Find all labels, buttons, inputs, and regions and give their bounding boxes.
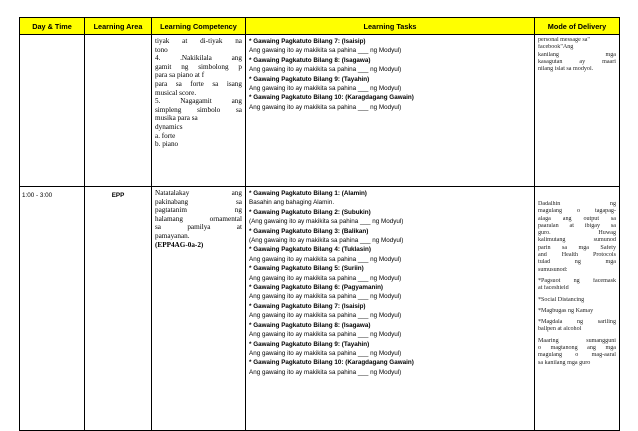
tasks-cell [246,35,535,187]
delivery-cell [535,35,620,187]
task-title: * Gawaing Pagkatuto Bilang 5: (Suriin) [249,265,364,273]
lesson-plan-sheet [19,17,619,431]
delivery-line: alaga ang output sa [538,215,616,222]
task-description: Ang gawaing ito ay makikita sa pahina ___ ng Modyul) [249,349,402,357]
delivery-line: Maaring sumangguni [538,337,616,344]
task-description: Ang gawaing ito ay makikita sa pahina ___ ng Modyul) [249,103,402,111]
delivery-cell [535,187,620,431]
delivery-line: kasagutan ay maari [538,58,616,65]
delivery-line: and Health Protocols [538,252,616,259]
task-description: Ang gawaing ito ay makikita sa pahina ___ ng Modyul) [249,368,402,376]
task-description: (Ang gawaing ito ay makikita sa pahina ___ ng Modyul) [249,218,404,226]
header-day-time: Day & Time [20,18,85,35]
task-title: * Gawaing Pagkatuto Bilang 8: (Isagawa) [249,321,371,329]
delivery-line: ballpen at alcohol [538,326,582,333]
task-description: Ang gawaing ito ay makikita sa pahina ___ ng Modyul) [249,85,402,93]
task-title: * Gawaing Pagkatuto Bilang 2: (Subukin) [249,208,371,216]
table-row [20,35,620,187]
competency-line: 5. Nagagamit ang [155,97,242,106]
area-cell: EPP [85,187,152,431]
delivery-line: sumusunod: [538,266,568,273]
task-title: * Gawaing Pagkatuto Bilang 8: (Isagawa) [249,56,371,64]
competency-line: musika para sa [155,114,198,123]
header-mode-of-delivery: Mode of Delivery [535,18,620,35]
delivery-line: kanilang mga [538,51,616,58]
competency-line: tono [155,45,168,54]
delivery-line: at faceshield [538,285,569,292]
task-title: * Gawaing Pagkatuto Bilang 6: (Pagyamanin) [249,284,384,292]
lesson-plan-table [19,17,620,431]
competency-line: para sa forte sa isang [155,79,242,88]
delivery-line: personal message sa" [538,37,590,43]
delivery-line: parin sa mga Safety [538,244,616,251]
delivery-line: magulang o mag-aaral [538,352,616,359]
header-learning-tasks: Learning Tasks [246,18,535,35]
delivery-line: tulad ng mga [538,259,616,266]
competency-line: dynamics [155,122,183,131]
time-cell: 1:00 - 3:00 [20,187,85,431]
competency-line: tiyak at di-tiyak na [155,37,242,45]
task-description: Ang gawaing ito ay makikita sa pahina ___ ng Modyul) [249,293,402,301]
task-title: * Gawaing Pagkatuto Bilang 10: (Karagdagang Gawain) [249,359,414,367]
table-row [20,187,620,431]
header-learning-competency: Learning Competency [152,18,246,35]
competency-cell [152,35,246,187]
competency-code: (EPP4AG-0a-2) [155,240,204,249]
delivery-line: *Pagsuot ng facemask [538,277,616,284]
time-cell [20,35,85,187]
delivery-line: kalimutang sumunod [538,237,616,244]
competency-line: pagtatanim ng [155,206,242,215]
task-title: * Gawaing Pagkatuto Bilang 9: (Tayahin) [249,340,370,348]
delivery-line: *Social Distancing [538,296,585,303]
competency-line: b. piano [155,140,179,149]
delivery-line: sa kanilang mga guro [538,359,591,366]
task-title: * Gawaing Pagkatuto Bilang 7: (Isaisip) [249,302,366,310]
delivery-line: magulang o tagapag- [538,208,616,215]
task-description: Ang gawaing ito ay makikita sa pahina ___ ng Modyul) [249,255,402,263]
delivery-line: nilang islat sa modyol. [538,66,594,73]
task-title: * Gawaing Pagkatuto Bilang 7: (Isaisip) [249,38,366,45]
delivery-line: guro. Huwag [538,230,616,237]
task-title: * Gawaing Pagkatuto Bilang 9: (Tayahin) [249,75,370,83]
competency-line: para sa piano at f [155,71,205,80]
competency-line: 4. .Nakikilala ang [155,54,242,63]
delivery-line: Dadalhin ng [538,201,616,207]
header-row [20,18,620,35]
competency-line: sa pamilya at [155,223,242,232]
competency-line: pamayanan. [155,231,190,240]
competency-line: a. forte [155,131,176,140]
competency-line: gamit ng simbolong p [155,62,242,71]
delivery-line: *Magdala ng sariling [538,319,616,326]
task-description: Ang gawaing ito ay makikita sa pahina ___ ng Modyul) [249,274,402,282]
delivery-line: facebook"Ang [538,44,574,51]
competency-line: pakinabang sa [155,197,242,206]
delivery-line: *Magbugas ng Kamay [538,307,594,314]
tasks-cell [246,187,535,431]
area-cell [85,35,152,187]
task-description: Ang gawaing ito ay makikita sa pahina ___ ng Modyul) [249,66,402,74]
competency-line: halamang ornamental [155,214,242,223]
task-description: Ang gawaing ito ay makikita sa pahina ___ ng Modyul) [249,312,402,320]
task-description: Ang gawaing ito ay makikita sa pahina ___ ng Modyul) [249,331,402,339]
competency-cell [152,187,246,431]
task-title: * Gawaing Pagkatuto Bilang 1: (Alamin) [249,190,367,197]
delivery-line: paaralan at ibigay sa [538,222,616,229]
competency-line: simpleng simbolo sa [155,105,242,114]
competency-line: musical score. [155,88,197,97]
task-title: * Gawaing Pagkatuto Bilang 3: (Balikan) [249,227,369,235]
task-title: * Gawaing Pagkatuto Bilang 4: (Tuklasin) [249,246,371,254]
task-description: Basahin ang bahaging Alamin. [249,199,335,207]
task-description: Ang gawaing ito ay makikita sa pahina ___ ng Modyul) [249,47,402,55]
competency-line: Natatalakay ang [155,189,242,197]
delivery-line: o magtanong ang mga [538,345,616,352]
task-description: (Ang gawaing ito ay makikita sa pahina ___ ng Modyul) [249,237,404,245]
header-learning-area: Learning Area [85,18,152,35]
task-title: * Gawaing Pagkatuto Bilang 10: (Karagdagang Gawain) [249,94,414,102]
